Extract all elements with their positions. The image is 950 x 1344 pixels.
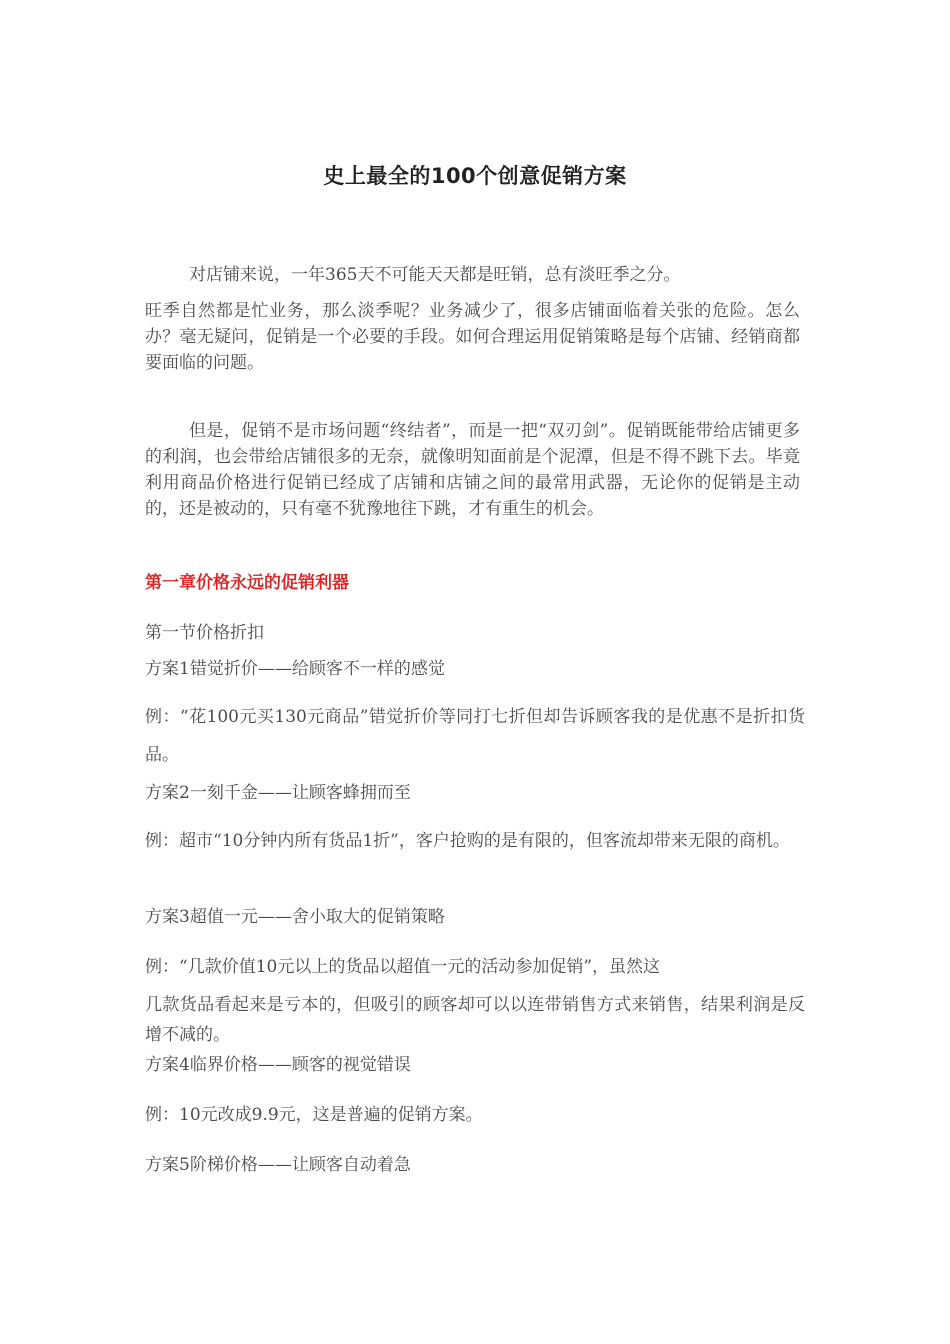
plan-1-example: 例：“花100元买130元商品”错觉折价等同打七折但却告诉顾客我的是优惠不是折扣货品。 xyxy=(145,707,805,765)
plan-2-example: 例：超市“10分钟内所有货品1折”，客户抢购的是有限的，但客流却带来无限的商机。 xyxy=(145,831,790,851)
plan-1-title: 方案1错觉折价——给顾客不一样的感觉 xyxy=(145,659,445,679)
intro-paragraph-2: 但是，促销不是市场问题“终结者”，而是一把“双刃剑”。促销既能带给店铺更多的利润，也会带给店铺很多的无奈，就像明知面前是个泥潭，但是不得不跳下去。毕竟利用商品价格进行促销已经成了店铺和店铺之间的最常用武器，无论你的促销是主动的，还是被动的，只有毫不犹豫地往下跳，才有重生的机会。 xyxy=(145,421,800,519)
document-title: 史上最全的100个创意促销方案 xyxy=(323,164,627,188)
plan-5-title: 方案5阶梯价格——让顾客自动着急 xyxy=(145,1155,411,1175)
plan-4-title: 方案4临界价格——顾客的视觉错误 xyxy=(145,1055,411,1075)
intro-paragraph-1-line-1: 对店铺来说，一年365天不可能天天都是旺销，总有淡旺季之分。 xyxy=(189,265,681,285)
plan-4-example: 例：10元改成9.9元，这是普遍的促销方案。 xyxy=(145,1105,483,1125)
chapter-heading: 第一章价格永远的促销利器 xyxy=(145,573,349,593)
plan-2-title: 方案2一刻千金——让顾客蜂拥而至 xyxy=(145,783,411,803)
plan-3-example-line-1: 例：“几款价值10元以上的货品以超值一元的活动参加促销”，虽然这 xyxy=(145,957,661,977)
plan-3-title: 方案3超值一元——舍小取大的促销策略 xyxy=(145,907,445,927)
plan-3-example-rest: 几款货品看起来是亏本的，但吸引的顾客却可以以连带销售方式来销售，结果利润是反增不减的。 xyxy=(145,995,805,1045)
intro-paragraph-1-rest: 旺季自然都是忙业务，那么淡季呢？业务减少了，很多店铺面临着关张的危险。怎么办？毫无疑问，促销是一个必要的手段。如何合理运用促销策略是每个店铺、经销商都要面临的问题。 xyxy=(145,301,800,373)
section-heading: 第一节价格折扣 xyxy=(145,623,264,643)
